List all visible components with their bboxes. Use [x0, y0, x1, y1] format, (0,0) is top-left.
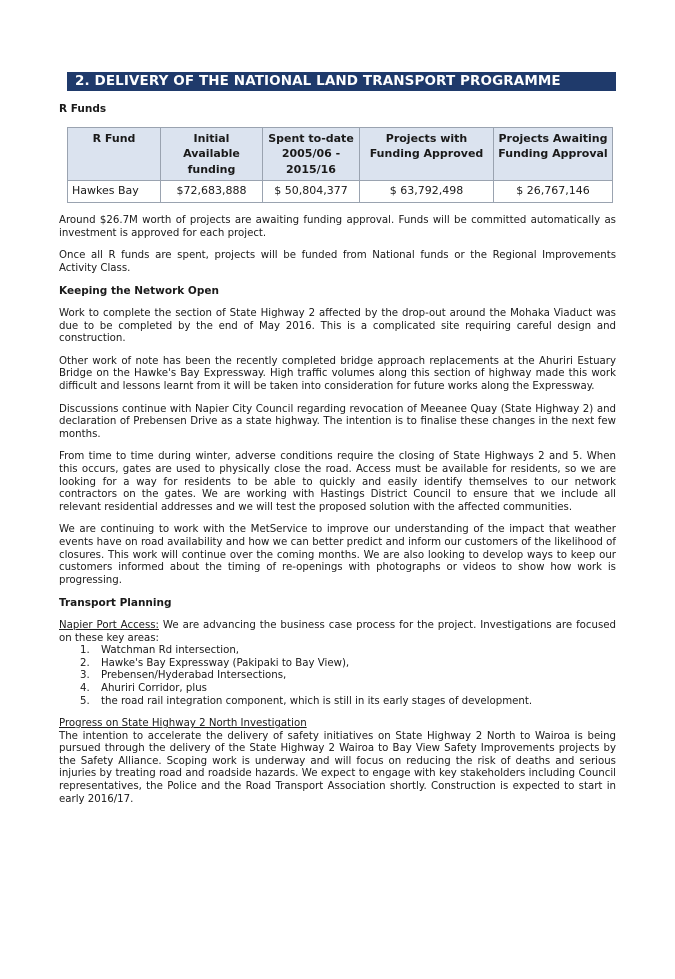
table-cell: $ 50,804,377 [263, 181, 360, 203]
paragraph: Other work of note has been the recently completed bridge approach replacements at the Ahuriri Estuary Bridge on the Hawke's Bay Expressway. High traffic volumes along this section of highway made this work difficult and lessons learnt from it will be taken into consideration for future works along the Expressway. [59, 355, 616, 393]
sh2-label: Progress on State Highway 2 North Investigation [59, 718, 307, 730]
sh2-text: The intention to accelerate the delivery of safety initiatives on State Highway 2 North to Wairoa is being pursued through the delivery of the State Highway 2 Wairoa to Bay View Safety Improvements projects by the Safety Alliance. Scoping work is underway and will focus on reducing the risk of deaths and serious injuries by treating road and roadside hazards. We expect to engage with key stakeholders including Council representatives, the Police and the Road Transport Association shortly. Construction is expected to start in early 2016/17. [59, 730, 616, 805]
table-cell: Hawkes Bay [68, 181, 161, 203]
table-cell: $72,683,888 [161, 181, 263, 203]
network-title: Keeping the Network Open [59, 285, 219, 298]
list-item: 5. the road rail integration component, which is still in its early stages of development. [93, 696, 616, 709]
paragraph [59, 620, 616, 645]
paragraph: We are continuing to work with the MetService to improve our understanding of the impact that weather events have on road availability and how we can better predict and inform our customers of the likelihood of closures. This work will continue over the coming months. We are also looking to develop ways to keep our customers informed about the timing of re-openings with photographs or videos to show how work is progressing. [59, 524, 616, 586]
table-cell: $ 26,767,146 [494, 181, 613, 203]
napier-text: We are advancing the business case process for the project. Investigations are focused on these key areas: [59, 619, 616, 644]
paragraph: Around $26.7M worth of projects are awaiting funding approval. Funds will be committed automatically as investment is approved for each project. [59, 215, 616, 239]
section-heading: 2. DELIVERY OF THE NATIONAL LAND TRANSPORT PROGRAMME [67, 72, 616, 91]
list-item: 4. Ahuriri Corridor, plus [93, 683, 616, 696]
list-item: 1. Watchman Rd intersection, [93, 645, 616, 658]
list-item: 2. Hawke's Bay Expressway (Pakipaki to Bay View), [93, 658, 616, 671]
col-header: Initial Available funding [161, 127, 263, 181]
paragraph: Work to complete the section of State Highway 2 affected by the drop-out around the Mohaka Viaduct was due to be completed by the end of May 2016. This is a complicated site requiring careful design and construction. [59, 308, 616, 345]
col-header: Projects with Funding Approved [360, 127, 494, 181]
col-header: R Fund [68, 127, 161, 181]
r-funds-title: R Funds [59, 103, 107, 115]
list-item: 3. Prebensen/Hyderabad Intersections, [93, 670, 616, 683]
col-header: Projects Awaiting Funding Approval [494, 127, 613, 181]
planning-title: Transport Planning [59, 597, 172, 610]
document-page [59, 72, 616, 806]
paragraph: From time to time during winter, adverse conditions require the closing of State Highways 2 and 5. When this occurs, gates are used to physically close the road. Access must be available for residents, so we are looking for a way for residents to be able to quickly and easily identify themselves to our network contractors on the gates. We are working with Hastings District Council to ensure that we include all relevant residential addresses and we will test the proposed solution with the affected communities. [59, 451, 616, 513]
paragraph [59, 718, 616, 806]
paragraph: Discussions continue with Napier City Council regarding revocation of Meeanee Quay (State Highway 2) and declaration of Prebensen Drive as a state highway. The intention is to finalise these changes in the next few months. [59, 403, 616, 440]
table-cell: $ 63,792,498 [360, 181, 494, 203]
col-header: Spent to-date 2005/06 - 2015/16 [263, 127, 360, 181]
napier-label: Napier Port Access: [59, 619, 159, 631]
table-header-row [68, 127, 613, 181]
table-row [68, 181, 613, 203]
key-areas-list [59, 645, 616, 708]
r-funds-table [67, 127, 613, 204]
paragraph: Once all R funds are spent, projects will be funded from National funds or the Regional Improvements Activity Class. [59, 250, 616, 274]
